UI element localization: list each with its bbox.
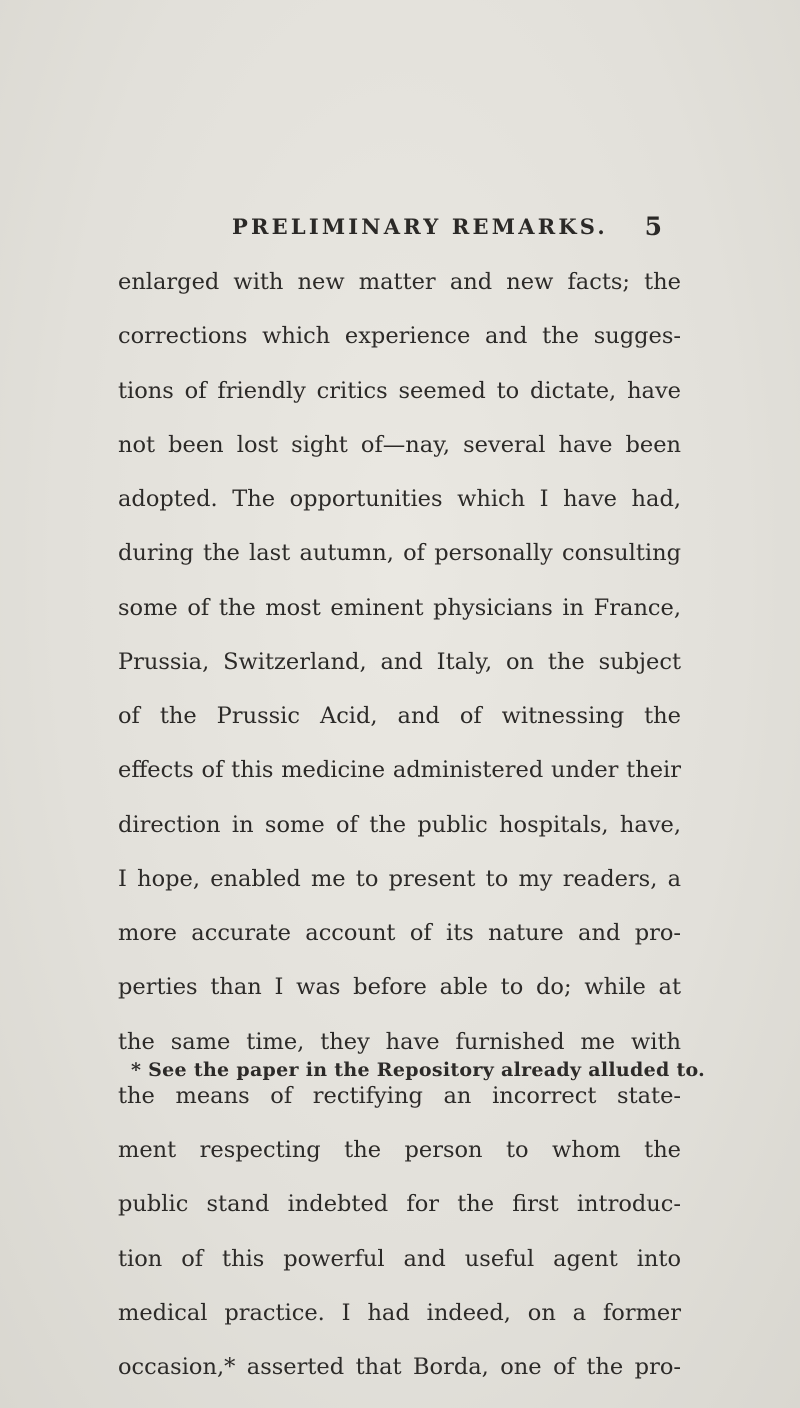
text-line: some of the most eminent physicians in France, [118,594,681,621]
footnote: * See the paper in the Repository already alluded to. [131,1059,706,1081]
text-line: effects of this medicine administered under their [118,757,681,784]
text-line: Prussia, Switzerland, and Italy, on the subject [118,648,681,675]
body-text [118,255,681,1394]
text-line: of the Prussic Acid, and of witnessing the [118,703,681,729]
text-line: I hope, enabled me to present to my readers, a [118,865,681,892]
text-line: adopted. The opportunities which I have had, [118,486,681,512]
text-line: public stand indebted for the first introduc- [118,1191,681,1218]
text-line: medical practice. I had indeed, on a former [118,1299,681,1326]
page-number: 5 [644,212,662,241]
text-line: not been lost sight of—nay, several have been [118,431,681,458]
running-title: PRELIMINARY REMARKS. [232,214,608,239]
text-line: enlarged with new matter and new facts; the [118,269,681,295]
text-line: tions of friendly critics seemed to dictate, have [118,377,681,404]
text-line: more accurate account of its nature and pro- [118,920,681,946]
text-line: the means of rectifying an incorrect state- [118,1082,681,1109]
text-line: perties than I was before able to do; while at [118,974,681,1001]
text-line: direction in some of the public hospitals, have, [118,811,681,838]
text-line: occasion,* asserted that Borda, one of the pro- [118,1354,681,1380]
running-head [232,214,662,250]
text-line: tion of this powerful and useful agent into [118,1245,681,1272]
text-line: ment respecting the person to whom the [118,1137,681,1163]
text-line: corrections which experience and the sugges- [118,323,681,350]
text-line: the same time, they have furnished me with [118,1028,681,1055]
text-line: during the last autumn, of personally consulting [118,540,681,567]
